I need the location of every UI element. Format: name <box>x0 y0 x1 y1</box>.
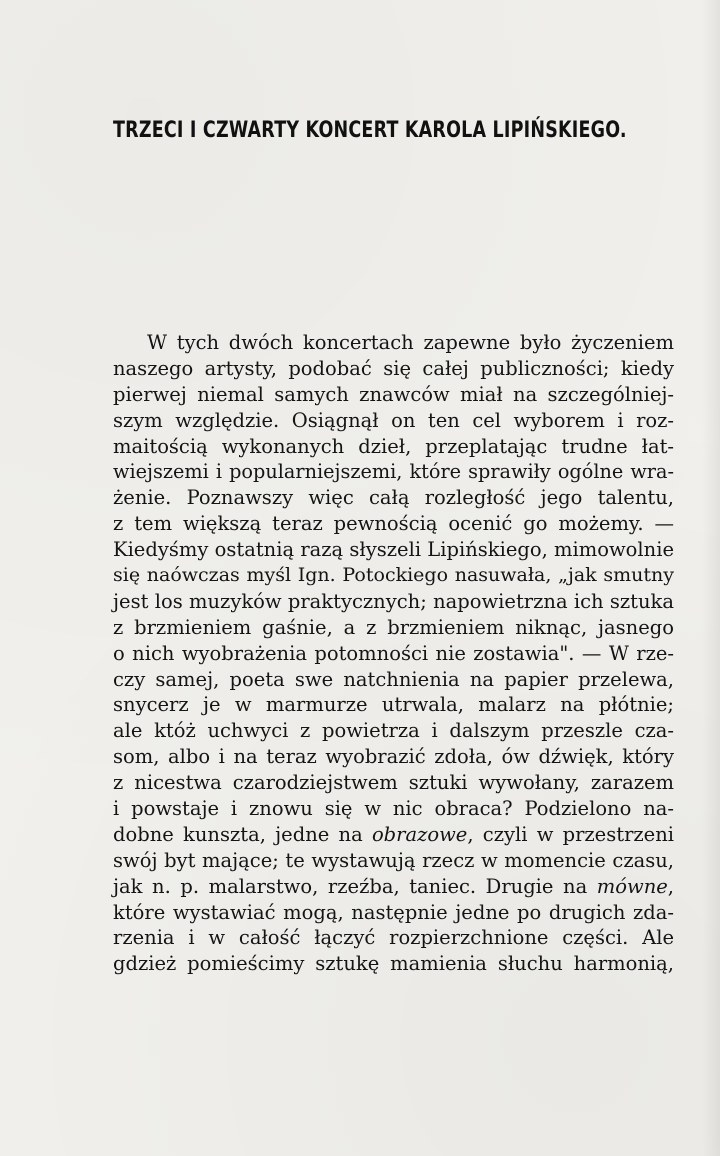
text-line: i powstaje i znowu się w nic obraca? Podzielono na- <box>113 797 674 821</box>
text-line: o nich wyobrażenia potomności nie zostawia". — W rze- <box>113 641 674 665</box>
text-line: ale któż uchwyci z powietrza i dalszym przeszle cza- <box>113 719 674 743</box>
italic-term: mówne <box>596 874 668 898</box>
text-run: dobne kunszta, jedne na <box>113 822 372 846</box>
text-run: , czyli w przestrzeni <box>467 822 675 846</box>
text-line: som, albo i na teraz wyobrazić zdoła, ów dźwięk, który <box>113 745 674 769</box>
text-line: maitością wykonanych dzieł, przeplatając trudne łat- <box>113 434 674 458</box>
text-run: , <box>667 874 674 898</box>
text-run: jak n. p. malarstwo, rzeźba, taniec. Drugie na <box>113 874 597 898</box>
text-line: się naówczas myśl Ign. Potockiego nasuwała, „jak smutny <box>113 564 674 587</box>
text-line: z tem większą teraz pewnością ocenić go możemy. — <box>113 512 674 536</box>
text-line: snycerz je w marmurze utrwala, malarz na płótnie; <box>113 693 674 717</box>
text-line: swój byt mające; te wystawują rzecz w momencie czasu, <box>113 848 674 872</box>
text-line: rzenia i w całość łączyć rozpierzchnione części. Ale <box>113 926 674 950</box>
body-paragraph <box>113 330 674 977</box>
text-line <box>113 822 674 848</box>
text-line: jest los muzyków praktycznych; napowietrzna ich sztuka <box>113 589 674 613</box>
text-line: Kiedyśmy ostatnią razą słyszeli Lipińskiego, mimowolnie <box>113 538 674 562</box>
text-line: pierwej niemal samych znawców miał na szczególniej- <box>113 382 674 406</box>
text-line: wiejszemi i popularniejszemi, które sprawiły ogólne wra- <box>113 460 674 484</box>
text-line: z brzmieniem gaśnie, a z brzmieniem niknąc, jasnego <box>113 615 674 639</box>
text-line: z nicestwa czarodziejstwem sztuki wywołany, zarazem <box>113 771 674 795</box>
text-line <box>113 874 674 900</box>
text-line: szym względzie. Osiągnął on ten cel wyborem i roz- <box>113 408 674 432</box>
italic-term: obrazowe <box>371 822 468 846</box>
page-edge-shadow <box>702 0 720 1156</box>
text-line: gdzież pomieścimy sztukę mamienia słuchu harmonią, <box>113 952 674 976</box>
text-line: żenie. Poznawszy więc całą rozległość jego talentu, <box>113 486 674 510</box>
chapter-title: TRZECI I CZWARTY KONCERT KAROLA LIPIŃSKIEGO. <box>113 118 627 143</box>
text-line: czy samej, poeta swe natchnienia na papier przelewa, <box>113 667 674 691</box>
text-line: W tych dwóch koncertach zapewne było życzeniem <box>147 331 674 354</box>
text-line: naszego artysty, podobać się całej publiczności; kiedy <box>113 356 674 380</box>
text-line: które wystawiać mogą, następnie jedne po drugich zda- <box>113 900 674 924</box>
